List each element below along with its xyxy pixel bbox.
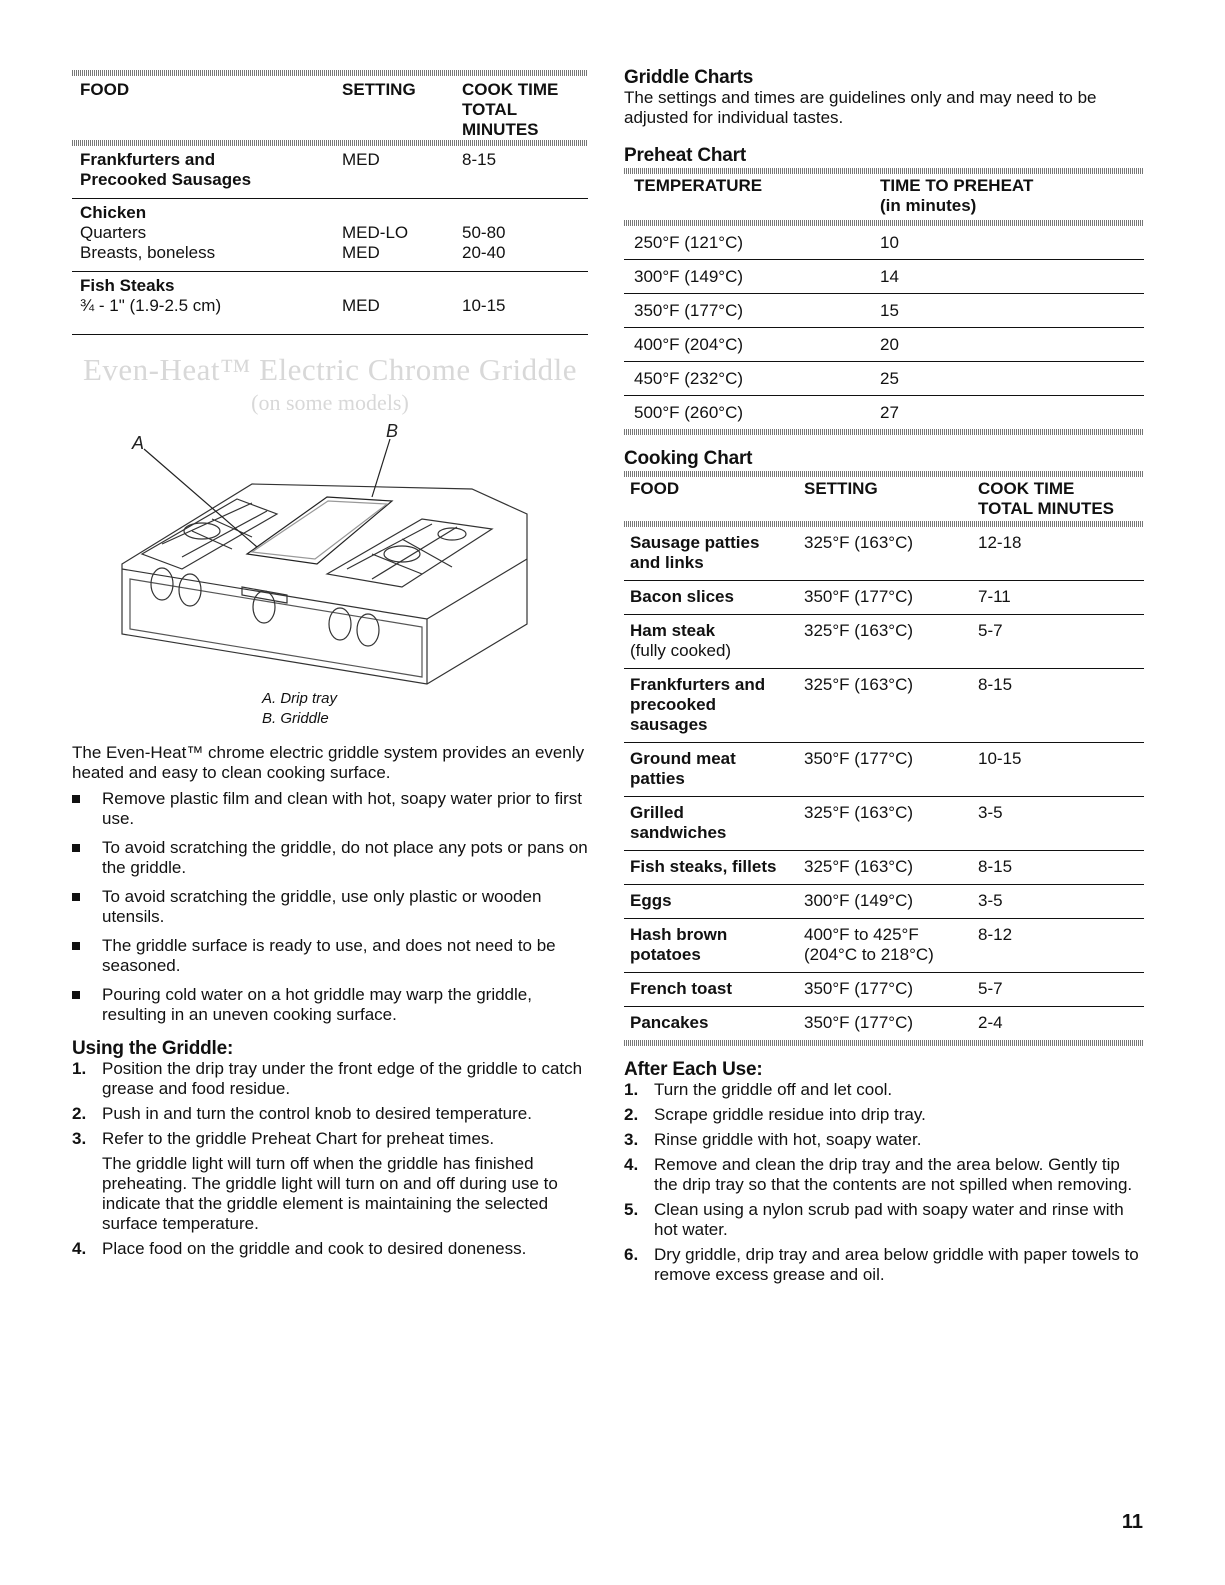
header-rule (72, 140, 588, 146)
preheat-time: 14 (880, 266, 899, 286)
cooking-row (624, 850, 1144, 884)
cooking-row (624, 742, 1144, 796)
bullet-list (72, 789, 588, 1025)
after-step-number: 1. (624, 1080, 639, 1099)
preheat-top-rule (624, 168, 1144, 174)
step-number: 2. (72, 1104, 87, 1123)
bullet-item: The griddle surface is ready to use, and does not need to be seasoned. (72, 936, 588, 976)
after-step-number: 3. (624, 1130, 639, 1149)
cooking-setting: 350°F (177°C) (804, 587, 914, 606)
label-a: A (132, 433, 145, 453)
cell-food: ¾ - 1" (1.9-2.5 cm) (80, 296, 222, 315)
cell-time: 20-40 (462, 243, 506, 262)
cooking-row (624, 580, 1144, 614)
cooking-row (624, 972, 1144, 1006)
table-top-rule (72, 70, 588, 76)
preheat-heading: Preheat Chart (624, 145, 746, 166)
after-steps (624, 1080, 1144, 1285)
label-b: B (386, 421, 399, 441)
cooking-time: 5-7 (978, 621, 1003, 640)
preheat-time: 27 (880, 402, 899, 422)
preheat-temp: 450°F (232°C) (634, 368, 744, 388)
cooking-row (624, 668, 1144, 742)
cooking-header-food: FOOD (630, 479, 680, 498)
section-subtitle: (on some models) (251, 390, 409, 415)
cell-setting (342, 203, 462, 223)
after-heading: After Each Use: (624, 1059, 763, 1080)
using-heading: Using the Griddle: (72, 1038, 234, 1059)
cooking-setting: 325°F (163°C) (804, 803, 914, 822)
preheat-body (624, 226, 1144, 429)
table-row-group (72, 271, 588, 324)
intro-paragraph: The Even-Heat™ chrome electric griddle system provides an evenly heated and easy to clean cooking surface. (72, 743, 585, 782)
cooking-time: 2-4 (978, 1013, 1003, 1032)
cell-setting: MED-LO (342, 223, 409, 242)
table-bottom-rule (72, 334, 588, 335)
after-step-number: 5. (624, 1200, 639, 1219)
preheat-bottom-rule (624, 429, 1144, 435)
cell-food: Chicken (80, 203, 147, 222)
step-text: Position the drip tray under the front edge of the griddle to catch grease and food residue. (102, 1059, 583, 1098)
cooking-food: Ground meat patties (630, 749, 736, 788)
cooking-setting: 400°F to 425°F (204°C to 218°C) (804, 925, 934, 964)
after-step-item (624, 1245, 1144, 1285)
header-time: COOK TIME TOTAL MINUTES (462, 80, 559, 139)
after-step-item (624, 1080, 1144, 1100)
table-body (72, 146, 588, 335)
cooking-heading: Cooking Chart (624, 448, 753, 469)
cell-setting (342, 276, 462, 296)
cooking-row (624, 1006, 1144, 1040)
cooking-bottom-rule (624, 1040, 1144, 1046)
bullet-item: Pouring cold water on a hot griddle may warp the griddle, resulting in an uneven cooking surface. (72, 985, 588, 1025)
top-cooking-table (72, 76, 588, 335)
table-row (72, 203, 588, 223)
cooking-row (624, 614, 1144, 668)
page-number: 11 (1121, 1511, 1143, 1533)
after-step-text: Turn the griddle off and let cool. (654, 1080, 893, 1099)
after-step-text: Clean using a nylon scrub pad with soapy water and rinse with hot water. (654, 1200, 1124, 1239)
cooking-food-cell (630, 803, 804, 843)
cell-time: 8-15 (462, 150, 497, 169)
cooking-row (624, 527, 1144, 580)
cooking-food: Pancakes (630, 1013, 709, 1032)
preheat-temp: 350°F (177°C) (634, 300, 744, 320)
after-step-number: 2. (624, 1105, 639, 1124)
preheat-temp: 400°F (204°C) (634, 334, 744, 354)
cooking-food: Bacon slices (630, 587, 734, 606)
cooking-row (624, 918, 1144, 972)
header-setting: SETTING (342, 80, 416, 99)
caption-b: B. Griddle (262, 710, 329, 727)
table-row (72, 223, 588, 243)
step-item (72, 1129, 588, 1149)
cooking-time: 3-5 (978, 891, 1003, 910)
cooking-header (624, 477, 1144, 521)
cooking-header-setting: SETTING (804, 479, 878, 498)
cooking-time: 3-5 (978, 803, 1003, 822)
cell-time: 10-15 (462, 296, 506, 315)
after-step-text: Dry griddle, drip tray and area below griddle with paper towels to remove excess grease and oil. (654, 1245, 1139, 1284)
cell-food: Fish Steaks (80, 276, 175, 295)
preheat-header-temp: TEMPERATURE (634, 176, 763, 195)
cooking-header-time: COOK TIME TOTAL MINUTES (978, 479, 1114, 518)
griddle-charts-heading: Griddle Charts (624, 67, 754, 88)
griddle-illustration (72, 419, 588, 689)
cooking-food: Sausage patties and links (630, 533, 760, 572)
cooking-food: Ham steak (630, 621, 716, 640)
step-number: 4. (72, 1239, 87, 1258)
using-steps (72, 1059, 588, 1259)
preheat-row (624, 259, 1144, 293)
section-title: Even-Heat™ Electric Chrome Griddle (82, 352, 578, 387)
cooking-food: Fish steaks, fillets (630, 857, 777, 876)
preheat-header-time: TIME TO PREHEAT (in minutes) (880, 176, 1034, 215)
after-step-item (624, 1105, 1144, 1125)
cooking-body (624, 527, 1144, 1040)
after-step-number: 4. (624, 1155, 639, 1174)
griddle-charts-text: The settings and times are guidelines only and may need to be adjusted for individual tastes. (624, 88, 1097, 127)
cooking-setting: 300°F (149°C) (804, 891, 914, 910)
cooking-setting: 350°F (177°C) (804, 749, 914, 768)
cooking-time: 8-15 (978, 675, 1013, 694)
step-text: Refer to the griddle Preheat Chart for preheat times. (102, 1129, 495, 1148)
step-number: 1. (72, 1059, 87, 1078)
header-food: FOOD (80, 80, 130, 99)
bullet-item: To avoid scratching the griddle, do not place any pots or pans on the griddle. (72, 838, 588, 878)
cell-time: 50-80 (462, 223, 506, 242)
after-step-text: Rinse griddle with hot, soapy water. (654, 1130, 922, 1149)
after-step-text: Remove and clean the drip tray and the area below. Gently tip the drip tray so that the contents are not spilled when removing. (654, 1155, 1133, 1194)
step-note: The griddle light will turn off when the griddle has finished preheating. The griddle light will turn on and off during use to indicate that the griddle element is maintaining the selected surface temperature. (102, 1154, 558, 1233)
cell-food: Frankfurters and Precooked Sausages (80, 150, 252, 189)
bullet-item: To avoid scratching the griddle, use only plastic or wooden utensils. (72, 887, 588, 927)
cooking-time: 5-7 (978, 979, 1003, 998)
step-number: 3. (72, 1129, 87, 1148)
preheat-time: 10 (880, 232, 899, 252)
table-row-group (72, 198, 588, 271)
preheat-header (624, 174, 1144, 220)
after-step-item (624, 1155, 1144, 1195)
after-step-item (624, 1200, 1144, 1240)
cooking-header-rule (624, 521, 1144, 527)
bullet-item: Remove plastic film and clean with hot, soapy water prior to first use. (72, 789, 588, 829)
cooking-row (624, 884, 1144, 918)
cooking-food-cell (630, 587, 804, 607)
cooking-time: 8-12 (978, 925, 1013, 944)
cell-food: Quarters (80, 223, 147, 242)
cooking-food: French toast (630, 979, 733, 998)
table-row (72, 276, 588, 296)
cooking-time: 7-11 (978, 587, 1011, 606)
preheat-table (624, 174, 1144, 429)
preheat-row (624, 395, 1144, 429)
caption-a: A. Drip tray (262, 690, 338, 707)
cooking-food: Grilled sandwiches (630, 803, 727, 842)
cooking-food-cell (630, 675, 804, 735)
cooktop-drawing (72, 419, 588, 689)
table-header (72, 76, 588, 140)
cooking-setting: 350°F (177°C) (804, 979, 914, 998)
cooking-food-cell (630, 1013, 804, 1033)
after-step-number: 6. (624, 1245, 639, 1264)
cooking-food-note: (fully cooked) (630, 641, 732, 660)
preheat-row (624, 361, 1144, 395)
preheat-time: 20 (880, 334, 899, 354)
cooking-time: 12-18 (978, 533, 1022, 552)
cooking-time: 8-15 (978, 857, 1013, 876)
table-row (72, 296, 588, 316)
right-column (624, 0, 1144, 1290)
cell-setting: MED (342, 150, 380, 169)
preheat-temp: 500°F (260°C) (634, 402, 744, 422)
preheat-temp: 300°F (149°C) (634, 266, 744, 286)
cooking-food-cell (630, 533, 804, 573)
cell-setting: MED (342, 296, 380, 315)
preheat-row (624, 293, 1144, 327)
cooking-setting: 325°F (163°C) (804, 675, 914, 694)
table-row (72, 150, 588, 190)
cooking-food-cell (630, 857, 804, 877)
cell-food: Breasts, boneless (80, 243, 216, 262)
step-text: Push in and turn the control knob to desired temperature. (102, 1104, 532, 1123)
table-row (72, 243, 588, 263)
cooking-food-cell (630, 749, 804, 789)
cooking-setting: 325°F (163°C) (804, 857, 914, 876)
after-step-text: Scrape griddle residue into drip tray. (654, 1105, 926, 1124)
preheat-temp: 250°F (121°C) (634, 232, 744, 252)
cooking-setting: 325°F (163°C) (804, 621, 914, 640)
step-item (72, 1104, 588, 1124)
cooking-food-cell (630, 925, 804, 965)
cooking-food: Hash brown potatoes (630, 925, 728, 964)
cooking-food-cell (630, 621, 804, 661)
step-item (72, 1239, 588, 1259)
preheat-header-rule (624, 220, 1144, 226)
cooking-food: Frankfurters and precooked sausages (630, 675, 766, 734)
table-row-group (72, 146, 588, 198)
preheat-time: 15 (880, 300, 899, 320)
cooking-food-cell (630, 891, 804, 911)
cell-setting: MED (342, 243, 380, 262)
cooking-row (624, 796, 1144, 850)
cooking-food-cell (630, 979, 804, 999)
preheat-row (624, 226, 1144, 259)
preheat-row (624, 327, 1144, 361)
cooking-table (624, 477, 1144, 1040)
cooking-setting: 350°F (177°C) (804, 1013, 914, 1032)
preheat-time: 25 (880, 368, 899, 388)
cooking-setting: 325°F (163°C) (804, 533, 914, 552)
cooking-top-rule (624, 471, 1144, 477)
cooking-time: 10-15 (978, 749, 1022, 768)
cooking-food: Eggs (630, 891, 672, 910)
step-item (72, 1059, 588, 1099)
step-text: Place food on the griddle and cook to desired doneness. (102, 1239, 527, 1258)
left-column (72, 0, 588, 1264)
after-step-item (624, 1130, 1144, 1150)
